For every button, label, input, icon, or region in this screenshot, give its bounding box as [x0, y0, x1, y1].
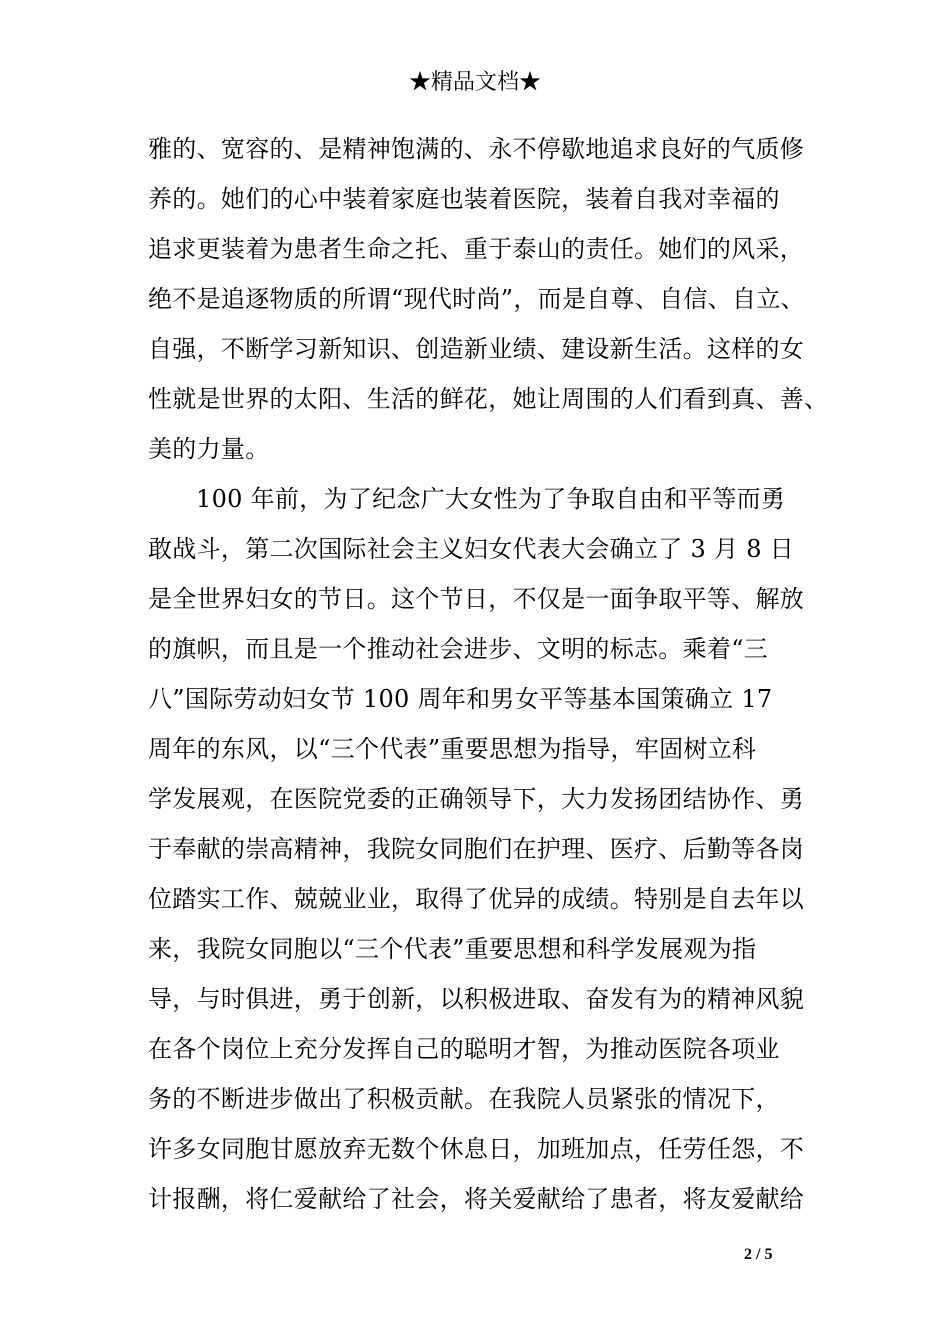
body-line: 许多女同胞甘愿放弃无数个休息日，加班加点，任劳任怨，不 [148, 1135, 805, 1163]
body-line: 位踏实工作、兢兢业业，取得了优异的成绩。特别是自去年以 [148, 885, 805, 913]
body-line: 于奉献的崇高精神，我院女同胞们在护理、医疗、后勤等各岗 [148, 835, 805, 863]
body-line: 来，我院女同胞以“三个代表”重要思想和科学发展观为指 [148, 935, 757, 963]
body-line: 绝不是追逐物质的所谓“现代时尚”，而是自尊、自信、自立、 [148, 285, 805, 313]
body-line: 养的。她们的心中装着家庭也装着医院，装着自我对幸福的 [148, 185, 780, 213]
body-line: 自强，不断学习新知识、创造新业绩、建设新生活。这样的女 [148, 335, 805, 363]
body-line: 学发展观，在医院党委的正确领导下，大力发扬团结协作、勇 [148, 785, 805, 813]
body-line: 周年的东风，以“三个代表”重要思想为指导，牢固树立科 [148, 735, 757, 763]
body-line: 务的不断进步做出了积极贡献。在我院人员紧张的情况下， [148, 1085, 780, 1113]
page-number: 2 / 5 [744, 1246, 773, 1263]
body-line: 敢战斗，第二次国际社会主义妇女代表大会确立了 3 月 8 日 [148, 535, 795, 563]
body-line: 追求更装着为患者生命之托、重于泰山的责任。她们的风采， [148, 235, 805, 263]
body-line: 美的力量。 [148, 435, 270, 463]
body-line: 八”国际劳动妇女节 100 周年和男女平等基本国策确立 17 [148, 685, 773, 713]
body-line: 在各个岗位上充分发挥自己的聪明才智，为推动医院各项业 [148, 1035, 780, 1063]
body-line: 导，与时俱进，勇于创新，以积极进取、奋发有为的精神风貌 [148, 985, 805, 1013]
body-line: 计报酬，将仁爱献给了社会，将关爱献给了患者，将友爱献给 [148, 1185, 805, 1213]
body-line: 雅的、宽容的、是精神饱满的、永不停歇地追求良好的气质修 [148, 135, 805, 163]
body-line: 的旗帜，而且是一个推动社会进步、文明的标志。乘着“三 [148, 635, 769, 663]
body-line: 是全世界妇女的节日。这个节日，不仅是一面争取平等、解放 [148, 585, 805, 613]
paragraph-first-line: 100 年前，为了纪念广大女性为了争取自由和平等而勇 [196, 485, 786, 513]
body-line: 性就是世界的太阳、生活的鲜花，她让周围的人们看到真、善、 [148, 385, 829, 413]
page-header: ★精品文档★ [408, 70, 541, 95]
